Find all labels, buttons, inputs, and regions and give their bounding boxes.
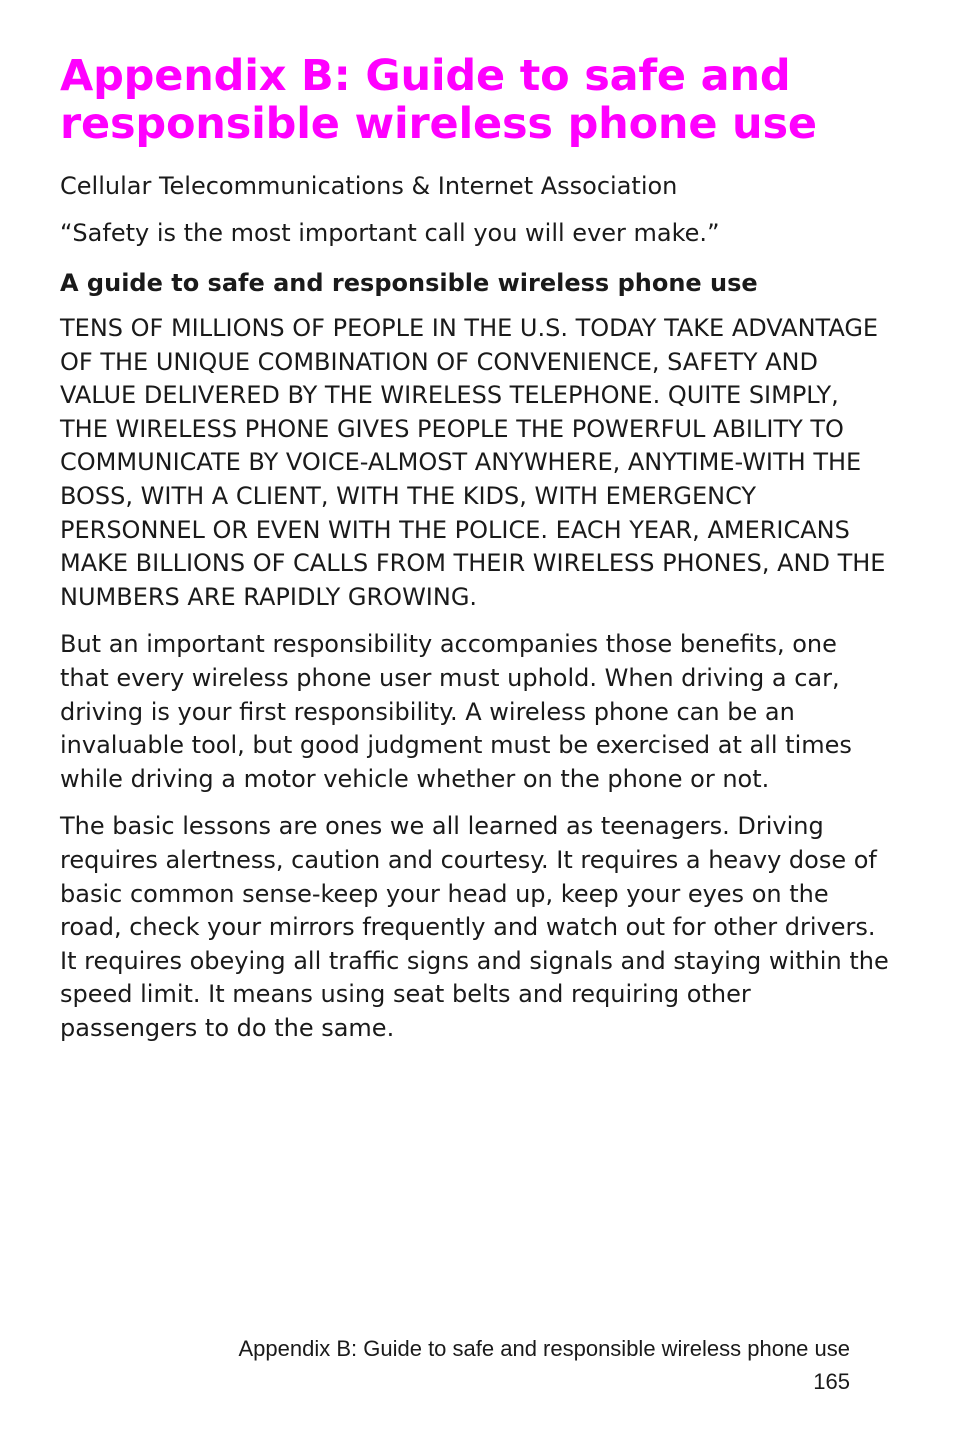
page-footer	[239, 1332, 851, 1398]
footer-running-title: Appendix B: Guide to safe and responsible wireless phone use	[238, 1336, 850, 1361]
body-paragraph-2: But an important responsibility accompanies those benefits, one that every wireless phone user must uphold. When driving a car, driving is your first responsibility. A wireless phone can be an invaluable tool, but good judgment must be exercised at all times while driving a motor vehicle whether on the phone or not.	[60, 630, 852, 793]
page-number: 165	[813, 1369, 850, 1394]
organization-name: Cellular Telecommunications & Internet Association	[60, 172, 678, 200]
tagline-quote: “Safety is the most important call you will ever make.”	[60, 219, 720, 247]
page-title: Appendix B: Guide to safe and responsible wireless phone use	[60, 51, 817, 149]
page-content	[60, 52, 890, 1045]
body-paragraph-1: TENS OF MILLIONS OF PEOPLE IN THE U.S. TODAY TAKE ADVANTAGE OF THE UNIQUE COMBINATION OF CONVENIENCE, SAFETY AND VALUE DELIVERED BY THE WIRELESS TELEPHONE. QUITE SIMPLY, THE WIRELESS PHONE GIVES PEOPLE THE POWERFUL ABILITY TO COMMUNICATE BY VOICE-ALMOST ANYWHERE, ANYTIME-WITH THE BOSS, WITH A CLIENT, WITH THE KIDS, WITH EMERGENCY PERSONNEL OR EVEN WITH THE POLICE. EACH YEAR, AMERICANS MAKE BILLIONS OF CALLS FROM THEIR WIRELESS PHONES, AND THE NUMBERS ARE RAPIDLY GROWING.	[60, 314, 886, 611]
section-subheading: A guide to safe and responsible wireless phone use	[60, 269, 758, 297]
body-paragraph-3: The basic lessons are ones we all learned as teenagers. Driving requires alertness, caution and courtesy. It requires a heavy dose of basic common sense-keep your head up, keep your eyes on the road, check your mirrors frequently and watch out for other drivers. It requires obeying all traffic signs and signals and staying within the speed limit. It means using seat belts and requiring other passengers to do the same.	[60, 812, 889, 1042]
